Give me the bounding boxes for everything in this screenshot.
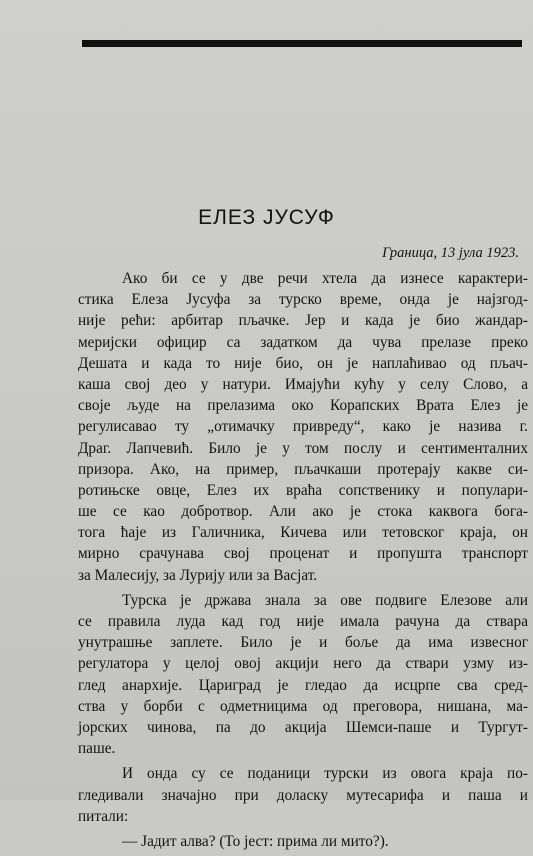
text-line: јорских чинова, па до акција Шемси-паше и Тургут-: [78, 718, 528, 736]
text-line: није рећи: арбитар пљачке. Јер и када је био жандар-: [78, 312, 528, 330]
text-line: И онда су се поданици турски из овога краја по-: [122, 765, 528, 783]
chapter-title: ЕЛЕЗ ЈУСУФ: [198, 206, 335, 229]
text-line: стика Елеза Јусуфа за турско време, онда је најзгод-: [78, 291, 528, 309]
paragraph: [78, 268, 528, 586]
dateline: Граница, 13 јула 1923.: [382, 245, 519, 261]
text-line: Драг. Лапчевић. Било је у том послу и сентименталних: [78, 439, 528, 457]
text-line: регулисавао ту „отимачку привреду“, како је назива г.: [78, 418, 528, 436]
header-rule: [82, 40, 522, 47]
text-line: глед анархије. Цариград је гледао да исцрпе сва сред-: [78, 676, 528, 694]
text-line: мирно срачунава свој проценат и пропушта транспорт: [78, 545, 528, 563]
text-line: каша свој део у натури. Имајући кућу у селу Слово, а: [78, 375, 528, 393]
text-line: регулатора у целој овој акцији него да ствари узму из-: [78, 655, 528, 673]
text-line: паше.: [78, 740, 116, 758]
text-line: Ако би се у две речи хтела да изнесе карактери-: [122, 270, 528, 287]
text-line: за Малесију, за Лурију или за Васјат.: [78, 566, 318, 584]
text-line: ше се као добротвор. Али ако је стока каквога бога-: [78, 503, 528, 521]
paragraph: [78, 590, 528, 760]
text-line: призора. Ако, на пример, пљачкаши протерају какве си-: [78, 460, 528, 478]
text-line: унутрашње заплете. Било је и боље да има извесног: [78, 634, 528, 652]
text-line: своје људе на прелазима око Корапских Врата Елез је: [78, 397, 528, 415]
text-line: ства у борби с одметницима од преговора, нишана, ма-: [78, 697, 528, 715]
text-line: — Јадит алва? (То јест: прима ли мито?).: [122, 832, 389, 850]
paragraph: [78, 831, 528, 852]
text-line: меријски официр са задатком да чува прелазе преко: [78, 333, 528, 351]
text-line: Турска је држава знала за ове подвиге Елезове али: [122, 591, 528, 609]
text-line: ротињске овце, Елез их враћа сопственику и популари-: [78, 481, 528, 499]
text-line: се правила луда кад год није имала рачуна да ствара: [78, 613, 528, 630]
paragraph: [78, 763, 528, 827]
text-line: тога ћаје из Галичника, Кичева или тетовског краја, он: [78, 524, 528, 542]
text-line: Дешата и када то није био, он је наплаћивао од пљач-: [78, 354, 528, 372]
text-line: гледивали значајно при доласку мутесарифа и паша и: [78, 786, 528, 804]
body-text: [78, 268, 528, 856]
text-line: питали:: [78, 807, 129, 825]
